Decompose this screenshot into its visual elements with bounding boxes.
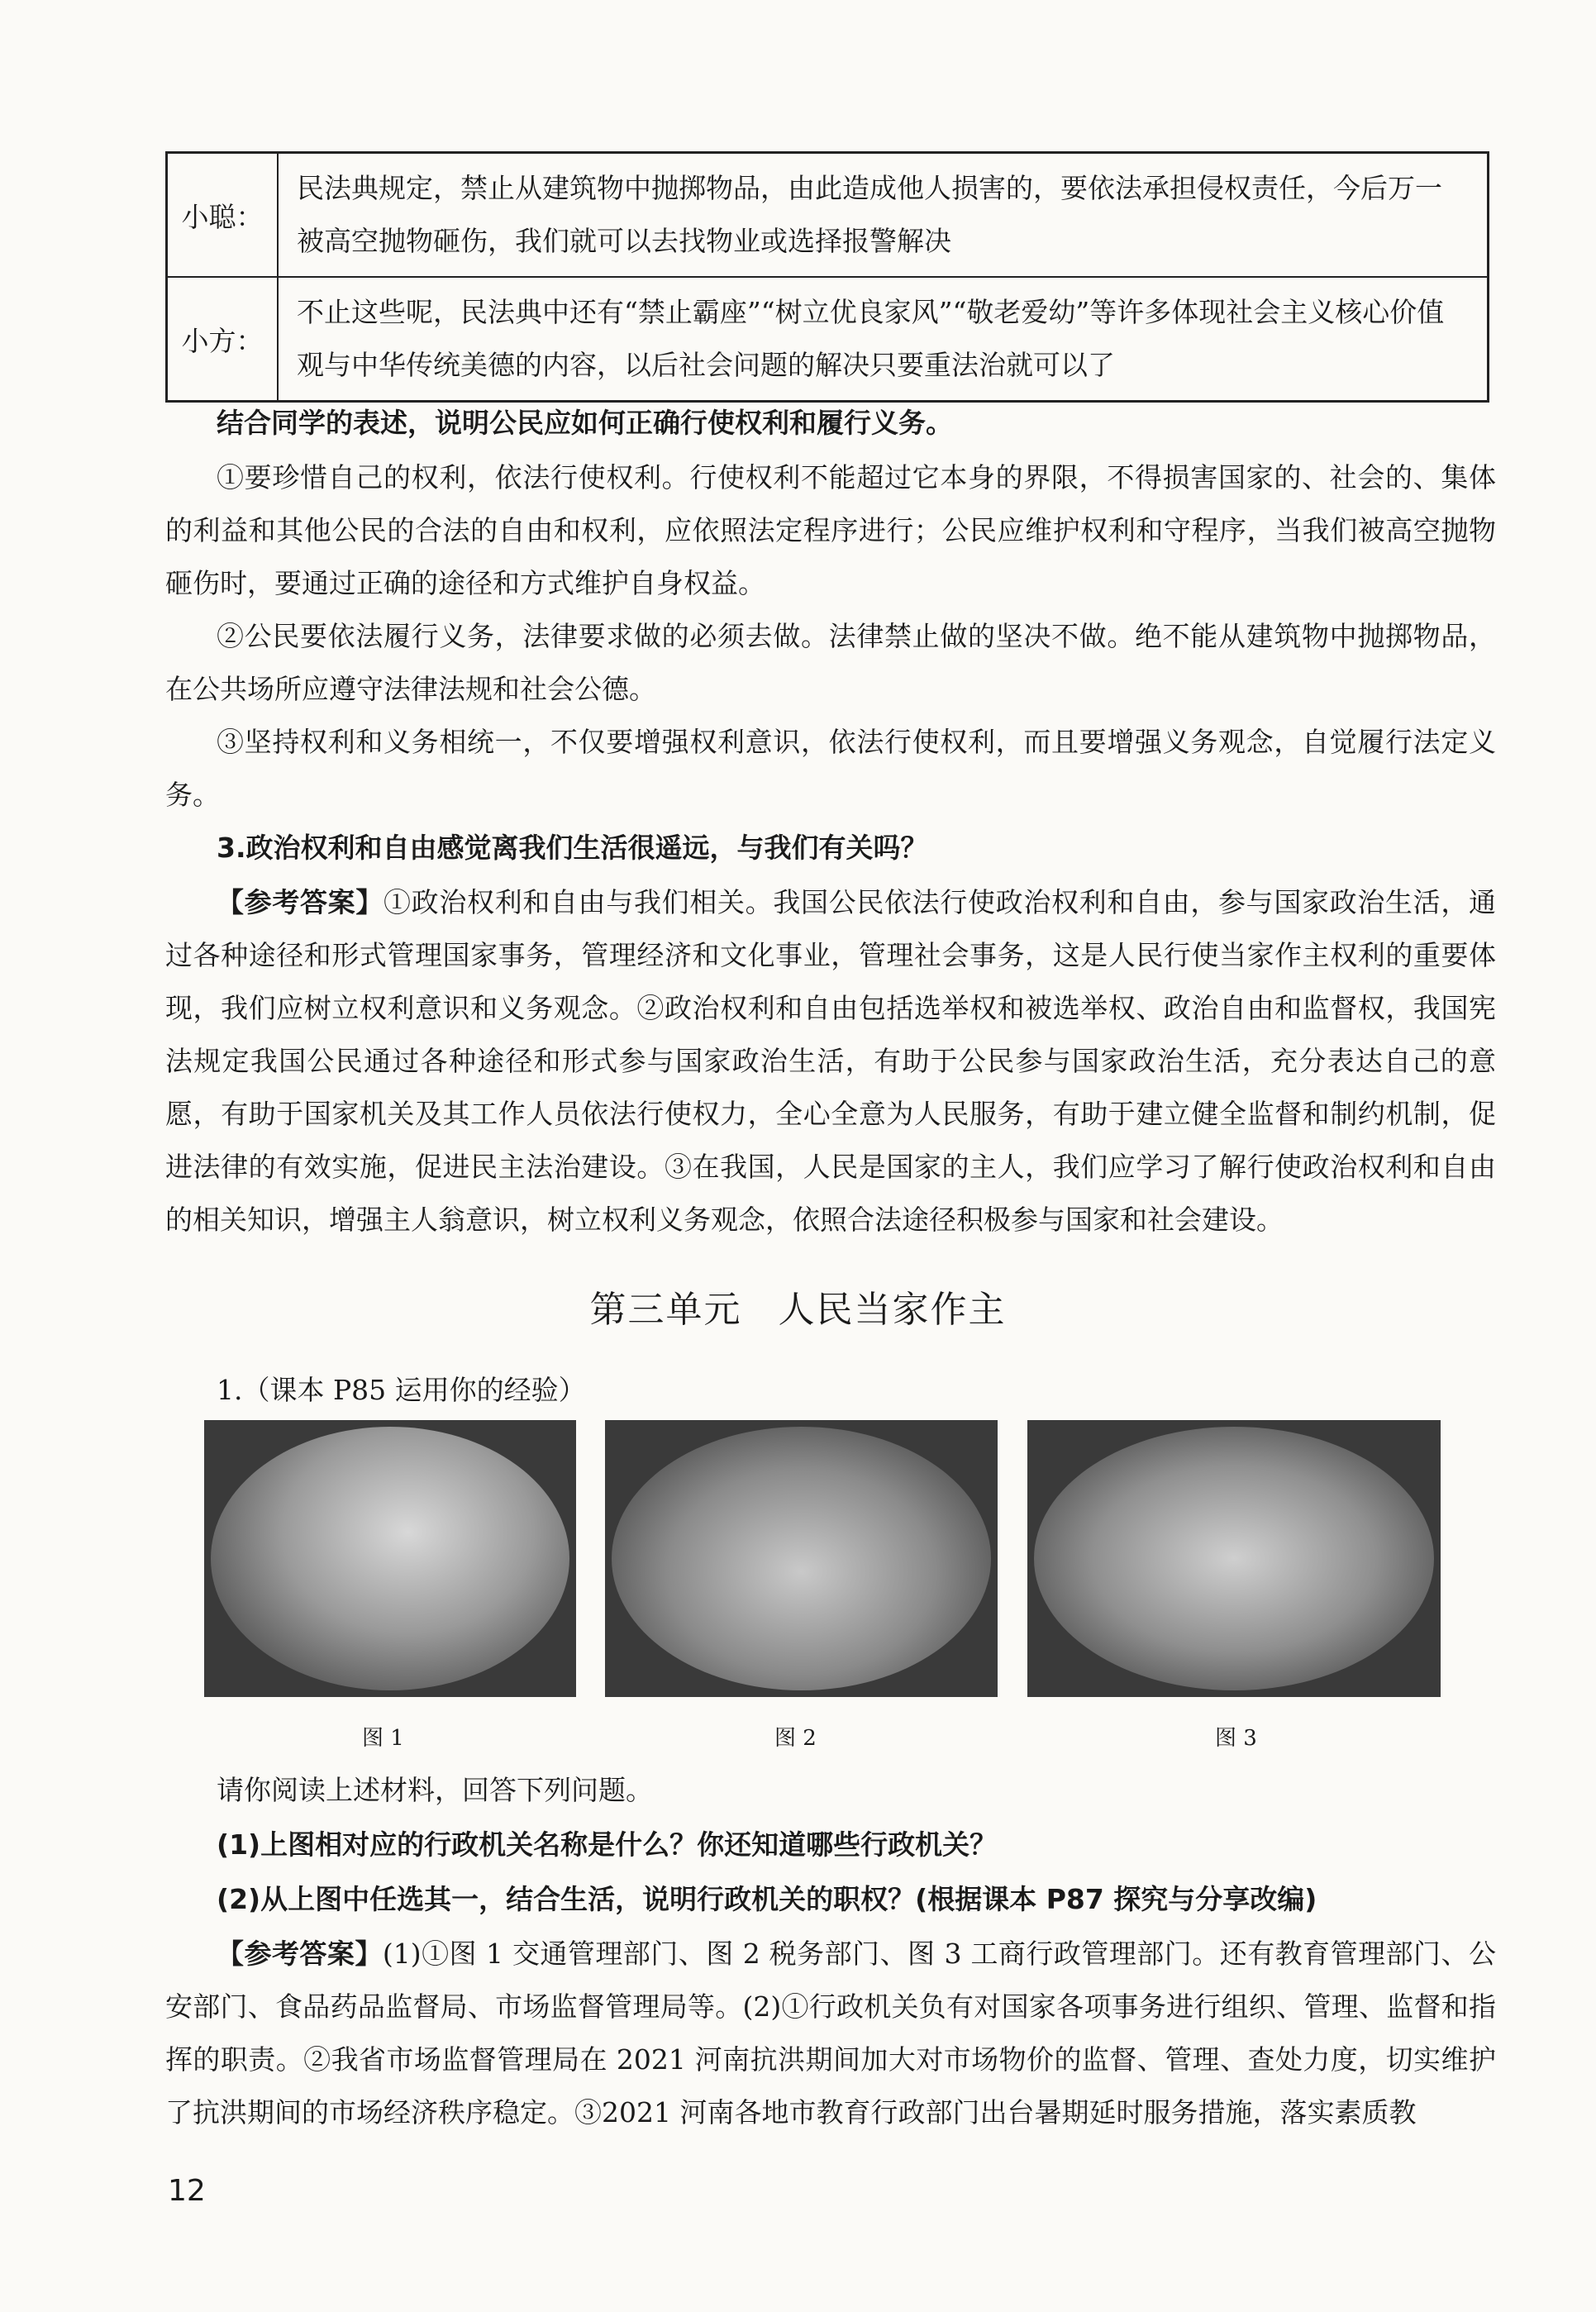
dialogue-row bbox=[167, 153, 1489, 278]
question-1-title: 1.（课本 P85 运用你的经验） bbox=[217, 1374, 586, 1406]
answer-3 bbox=[165, 876, 1496, 1247]
figure-row bbox=[0, 1420, 1596, 1701]
figure-caption: 图 3 bbox=[1215, 1726, 1257, 1751]
answer-label: 【参考答案】 bbox=[217, 1938, 383, 1970]
unit-number: 第三单元 bbox=[589, 1289, 742, 1331]
answer-text: ①政治权利和自由与我们相关。我国公民依法行使政治权利和自由，参与国家政治生活，通过各种途径和形式管理国家事务，管理经济和文化事业，管理社会事务，这是人民行使当家作主权利的重要体现，我们应树立权利意识和义务观念。②政治权利和自由包括选举权和被选举权、政治自由和监督权，我国宪法规定我国公民通过各种途径和形式参与国家政治生活，有助于公民参与国家政治生活，充分表达自己的意愿，有助于国家机关及其工作人员依法行使权力，全心全意为人民服务，有助于建立健全监督和制约机制，促进法律的有效实施，促进民主法治建设。③在我国，人民是国家的主人，我们应学习了解行使政治权利和自由的相关知识，增强主人翁意识，树立权利义务观念，依照合法途径积极参与国家和社会建设。 bbox=[165, 886, 1496, 1236]
tax-office-photo bbox=[605, 1420, 998, 1697]
answer-label: 【参考答案】 bbox=[217, 886, 384, 918]
answer-1 bbox=[165, 1928, 1496, 2139]
question-1-prompt: 请你阅读上述材料，回答下列问题。 bbox=[217, 1774, 653, 1806]
answer-2-point-3: ③坚持权利和义务相统一，不仅要增强权利意识，依法行使权利，而且要增强义务观念，自觉履行法定义务。 bbox=[165, 726, 1496, 811]
speaker-label: 小聪： bbox=[167, 153, 279, 278]
answer-text: (1)①图 1 交通管理部门、图 2 税务部门、图 3 工商行政管理部门。还有教育管理部门、公安部门、食品药品监督局、市场监督管理局等。(2)①行政机关负有对国家各项事务进行组织、管理、监督和指挥的职责。②我省市场监督管理局在 2021 河南抗洪期间加大对市场物价的监督、管理、查处力度，切实维护了抗洪期间的市场经济秩序稳定。③2021 河南各地市教育行政部门出台暑期延时服务措施，落实素质教 bbox=[165, 1938, 1497, 2128]
unit-heading bbox=[0, 1280, 1596, 1332]
speaker-text: 不止这些呢，民法典中还有“禁止霸座”“树立优良家风”“敬老爱幼”等许多体现社会主义核心价值观与中华传统美德的内容，以后社会问题的解决只要重法治就可以了 bbox=[278, 277, 1489, 402]
question-2: 结合同学的表述，说明公民应如何正确行使权利和履行义务。 bbox=[217, 407, 953, 439]
speaker-label: 小方： bbox=[167, 277, 279, 402]
page-number: 12 bbox=[168, 2174, 206, 2208]
dialogue-row bbox=[167, 277, 1489, 402]
question-1-sub-1: (1)上图相对应的行政机关名称是什么？你还知道哪些行政机关？ bbox=[217, 1828, 998, 1861]
question-3: 3.政治权利和自由感觉离我们生活很遥远，与我们有关吗？ bbox=[217, 832, 928, 864]
answer-2-point-1: ①要珍惜自己的权利，依法行使权利。行使权利不能超过它本身的界限，不得损害国家的、社会的、集体的利益和其他公民的合法的自由和权利，应依照法定程序进行；公民应维护权利和守程序，当我们被高空抛物砸伤时，要通过正确的途径和方式维护自身权益。 bbox=[165, 461, 1496, 599]
speaker-text: 民法典规定，禁止从建筑物中抛掷物品，由此造成他人损害的，要依法承担侵权责任，今后万一被高空抛物砸伤，我们就可以去找物业或选择报警解决 bbox=[278, 153, 1489, 278]
unit-title: 人民当家作主 bbox=[778, 1289, 1007, 1331]
answer-2-point-2: ②公民要依法履行义务，法律要求做的必须去做。法律禁止做的坚决不做。绝不能从建筑物中抛掷物品，在公共场所应遵守法律法规和社会公德。 bbox=[165, 620, 1496, 705]
figure-caption: 图 2 bbox=[774, 1726, 817, 1751]
dialogue-table bbox=[165, 151, 1489, 403]
traffic-police-photo bbox=[204, 1420, 576, 1697]
question-1-sub-2: (2)从上图中任选其一，结合生活，说明行政机关的职权？(根据课本 P87 探究与分享改编) bbox=[217, 1883, 1317, 1915]
figure-caption: 图 1 bbox=[362, 1726, 404, 1751]
market-inspection-photo bbox=[1027, 1420, 1441, 1697]
